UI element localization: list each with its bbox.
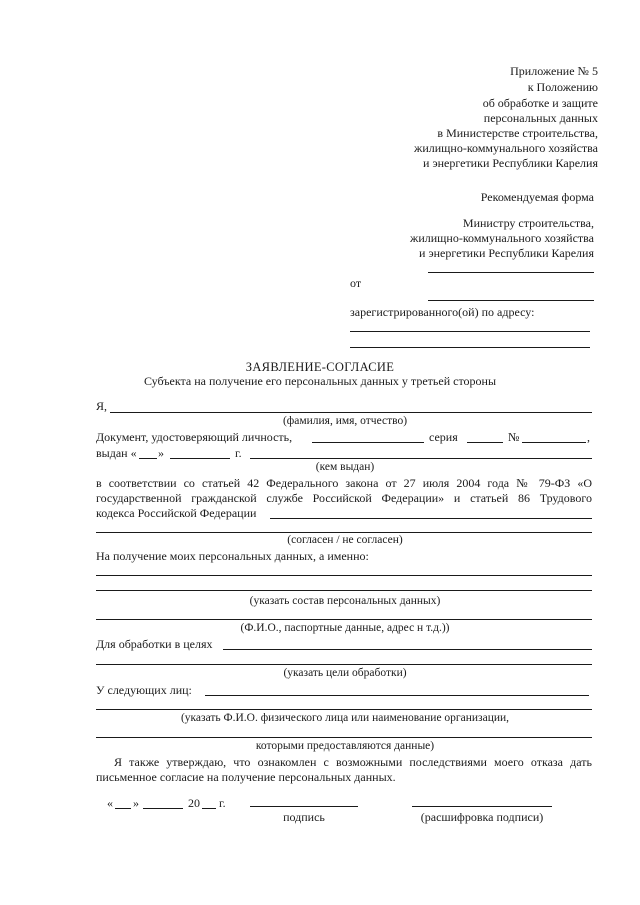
persons-field-line-3[interactable] [96, 737, 592, 738]
persons-caption: (указать Ф.И.О. физического лица или наименование организации, [180, 712, 510, 724]
passport-field-line[interactable] [96, 619, 592, 620]
addressee-line: жилищно-коммунального хозяйства [410, 231, 594, 245]
law-text-field-line[interactable] [270, 518, 592, 519]
decode-caption: (расшифровка подписи) [420, 810, 544, 824]
date-year-prefix: 20 [188, 796, 200, 810]
purpose-caption: (указать цели обработки) [283, 667, 407, 679]
persons-label: У следующих лиц: [96, 683, 192, 697]
appendix-line: жилищно-коммунального хозяйства [414, 141, 598, 155]
passport-caption: (Ф.И.О., паспортные данные, адрес н т.д.)) [240, 622, 450, 634]
year-label: г. [235, 446, 242, 460]
law-text-line-1: в соответствии со статьей 42 Федерального закона от 27 июля 2004 года № 79-ФЗ «О [96, 476, 592, 490]
appendix-line: Приложение № 5 [510, 64, 598, 78]
document-subtitle: Субъекта на получение его персональных данных у третьей стороны [143, 374, 497, 388]
date-month-field[interactable] [143, 808, 183, 809]
issued-day-field[interactable] [139, 458, 157, 459]
appendix-line: к Положению [527, 80, 598, 94]
agree-caption: (согласен / не согласен) [287, 534, 403, 546]
decode-field-line[interactable] [412, 806, 552, 807]
address-field-line-2[interactable] [350, 347, 590, 348]
recommended-form-label: Рекомендуемая форма [480, 190, 594, 204]
registered-label: зарегистрированного(ой) по адресу: [350, 305, 535, 319]
persons-field-line-1[interactable] [205, 695, 589, 696]
signature-caption: подпись [283, 810, 325, 824]
date-year-field[interactable] [202, 808, 216, 809]
issued-by-field-line[interactable] [250, 458, 592, 459]
i-label: Я, [96, 399, 108, 413]
issued-label: выдан « [96, 446, 137, 460]
purpose-field-line-1[interactable] [223, 649, 592, 650]
appendix-line: и энергетики Республики Карелия [423, 156, 598, 170]
series-field-line[interactable] [467, 442, 503, 443]
issued-close: » [158, 446, 164, 460]
address-field-line-1[interactable] [350, 331, 590, 332]
appendix-line: в Министерстве строительства, [437, 126, 598, 140]
date-close: » [133, 796, 139, 810]
persons-field-line-2[interactable] [96, 709, 592, 710]
series-label: серия [429, 430, 458, 444]
purpose-field-line-2[interactable] [96, 664, 592, 665]
receive-label: На получение моих персональных данных, а именно: [96, 549, 369, 563]
number-label: № [508, 430, 520, 444]
composition-caption: (указать состав персональных данных) [249, 595, 441, 607]
comma: , [587, 430, 590, 444]
addressee-line: Министру строительства, [462, 216, 594, 230]
composition-field-line-1[interactable] [96, 575, 592, 576]
doc-label: Документ, удостоверяющий личность, [96, 430, 293, 444]
date-day-field[interactable] [115, 808, 131, 809]
date-open: « [107, 796, 113, 810]
addressee-line: и энергетики Республики Карелия [419, 246, 594, 260]
confirm-line-1: Я также утверждаю, что ознакомлен с возможными последствиями моего отказа дать [114, 755, 592, 769]
fio-caption: (фамилия, имя, отчество) [282, 415, 408, 427]
appendix-line: об обработке и защите [482, 96, 598, 110]
confirm-line-2: письменное согласие на получение персональных данных. [96, 770, 396, 784]
from-label: от [350, 276, 362, 290]
issued-by-caption: (кем выдан) [315, 461, 375, 473]
appendix-line: персональных данных [483, 111, 598, 125]
date-year-suffix: г. [219, 796, 226, 810]
composition-field-line-2[interactable] [96, 590, 592, 591]
number-field-line[interactable] [522, 442, 586, 443]
law-text-line-2: государственной гражданской службе Российской Федерации» и статьей 86 Трудового [96, 491, 592, 505]
purpose-label: Для обработки в целях [96, 637, 213, 651]
doc-type-field-line[interactable] [312, 442, 424, 443]
provided-caption: которыми предоставляются данные) [255, 740, 435, 752]
document-title: ЗАЯВЛЕНИЕ-СОГЛАСИЕ [245, 360, 395, 374]
fio-field-line[interactable] [110, 412, 592, 413]
law-text-line-3: кодекса Российской Федерации [96, 506, 257, 520]
signature-field-line[interactable] [250, 806, 358, 807]
from-field-line[interactable] [428, 300, 594, 301]
name-field-line[interactable] [428, 272, 594, 273]
issued-month-field[interactable] [170, 458, 230, 459]
